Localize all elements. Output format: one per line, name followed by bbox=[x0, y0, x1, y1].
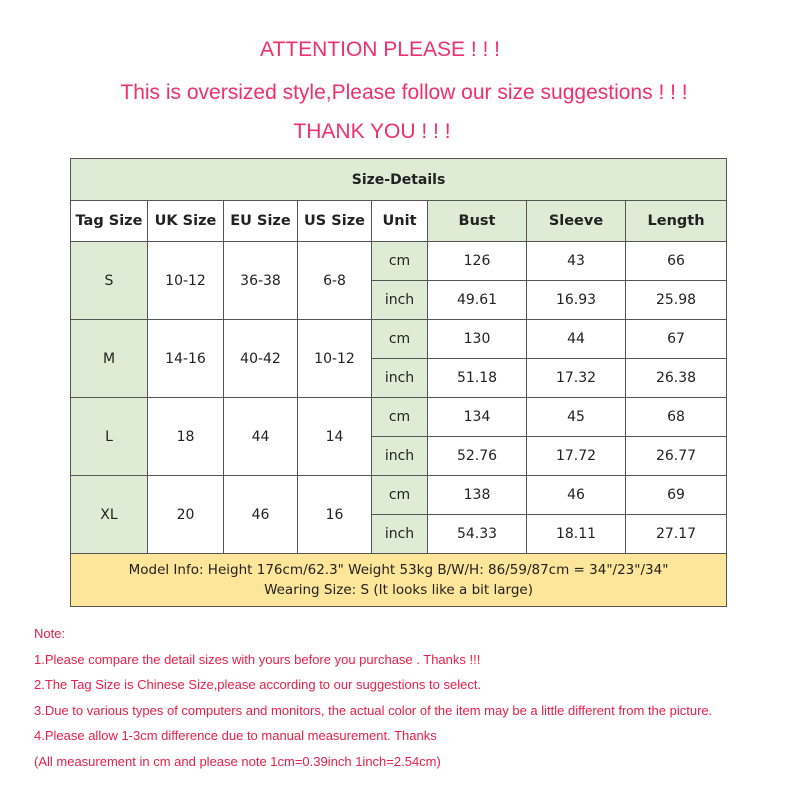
length-cell: 69 bbox=[626, 476, 727, 515]
tag-size-cell: XL bbox=[71, 476, 148, 554]
eu-size-cell: 40-42 bbox=[224, 320, 298, 398]
unit-cell: cm bbox=[372, 476, 428, 515]
column-header-uk-size: UK Size bbox=[148, 201, 224, 242]
wearing-size-text: Wearing Size: S (It looks like a bit large) bbox=[264, 582, 533, 598]
note-item: 4.Please allow 1-3cm difference due to manual measurement. Thanks bbox=[34, 728, 437, 743]
bust-cell: 52.76 bbox=[428, 437, 527, 476]
uk-size-cell: 20 bbox=[148, 476, 224, 554]
sleeve-cell: 17.32 bbox=[527, 359, 626, 398]
column-header-eu-size: EU Size bbox=[224, 201, 298, 242]
model-info-text: Model Info: Height 176cm/62.3" Weight 53kg B/W/H: 86/59/87cm = 34"/23"/34" bbox=[128, 562, 669, 578]
column-header-bust: Bust bbox=[428, 201, 527, 242]
bust-cell: 134 bbox=[428, 398, 527, 437]
note-item: (All measurement in cm and please note 1cm=0.39inch 1inch=2.54cm) bbox=[34, 753, 441, 769]
uk-size-cell: 14-16 bbox=[148, 320, 224, 398]
us-size-cell: 6-8 bbox=[298, 242, 372, 320]
sleeve-cell: 16.93 bbox=[527, 281, 626, 320]
unit-cell: inch bbox=[372, 359, 428, 398]
unit-cell: cm bbox=[372, 398, 428, 437]
eu-size-cell: 36-38 bbox=[224, 242, 298, 320]
column-header-unit: Unit bbox=[372, 201, 428, 242]
table-row bbox=[71, 320, 727, 359]
sleeve-cell: 44 bbox=[527, 320, 626, 359]
bust-cell: 51.18 bbox=[428, 359, 527, 398]
bust-cell: 138 bbox=[428, 476, 527, 515]
length-cell: 25.98 bbox=[626, 281, 727, 320]
unit-cell: inch bbox=[372, 437, 428, 476]
size-details-table bbox=[70, 158, 727, 607]
tag-size-cell: L bbox=[71, 398, 148, 476]
model-info-cell bbox=[71, 554, 727, 607]
oversized-notice: This is oversized style,Please follow our size suggestions ! ! ! bbox=[120, 81, 688, 104]
attention-heading: ATTENTION PLEASE ! ! ! bbox=[260, 38, 500, 61]
table-row bbox=[71, 242, 727, 281]
table-row bbox=[71, 476, 727, 515]
notes-heading: Note: bbox=[34, 626, 66, 641]
note-item: 3.Due to various types of computers and monitors, the actual color of the item may be a little different from the picture. bbox=[34, 702, 713, 718]
sleeve-cell: 17.72 bbox=[527, 437, 626, 476]
bust-cell: 130 bbox=[428, 320, 527, 359]
length-cell: 66 bbox=[626, 242, 727, 281]
tag-size-cell: M bbox=[71, 320, 148, 398]
unit-cell: inch bbox=[372, 515, 428, 554]
tag-size-cell: S bbox=[71, 242, 148, 320]
eu-size-cell: 44 bbox=[224, 398, 298, 476]
sleeve-cell: 45 bbox=[527, 398, 626, 437]
notes-section bbox=[34, 626, 712, 779]
us-size-cell: 14 bbox=[298, 398, 372, 476]
unit-cell: cm bbox=[372, 242, 428, 281]
length-cell: 27.17 bbox=[626, 515, 727, 554]
uk-size-cell: 10-12 bbox=[148, 242, 224, 320]
us-size-cell: 16 bbox=[298, 476, 372, 554]
sleeve-cell: 18.11 bbox=[527, 515, 626, 554]
bust-cell: 49.61 bbox=[428, 281, 527, 320]
eu-size-cell: 46 bbox=[224, 476, 298, 554]
unit-cell: inch bbox=[372, 281, 428, 320]
table-title: Size-Details bbox=[71, 159, 727, 201]
table-row bbox=[71, 398, 727, 437]
thank-you-text: THANK YOU ! ! ! bbox=[293, 120, 451, 143]
note-item: 1.Please compare the detail sizes with yours before you purchase . Thanks !!! bbox=[34, 651, 481, 667]
us-size-cell: 10-12 bbox=[298, 320, 372, 398]
column-header-tag-size: Tag Size bbox=[71, 201, 148, 242]
column-header-sleeve: Sleeve bbox=[527, 201, 626, 242]
bust-cell: 54.33 bbox=[428, 515, 527, 554]
length-cell: 67 bbox=[626, 320, 727, 359]
uk-size-cell: 18 bbox=[148, 398, 224, 476]
unit-cell: cm bbox=[372, 320, 428, 359]
length-cell: 68 bbox=[626, 398, 727, 437]
note-item: 2.The Tag Size is Chinese Size,please according to our suggestions to select. bbox=[34, 677, 482, 692]
sleeve-cell: 43 bbox=[527, 242, 626, 281]
bust-cell: 126 bbox=[428, 242, 527, 281]
length-cell: 26.77 bbox=[626, 437, 727, 476]
column-header-length: Length bbox=[626, 201, 727, 242]
sleeve-cell: 46 bbox=[527, 476, 626, 515]
length-cell: 26.38 bbox=[626, 359, 727, 398]
column-header-us-size: US Size bbox=[298, 201, 372, 242]
